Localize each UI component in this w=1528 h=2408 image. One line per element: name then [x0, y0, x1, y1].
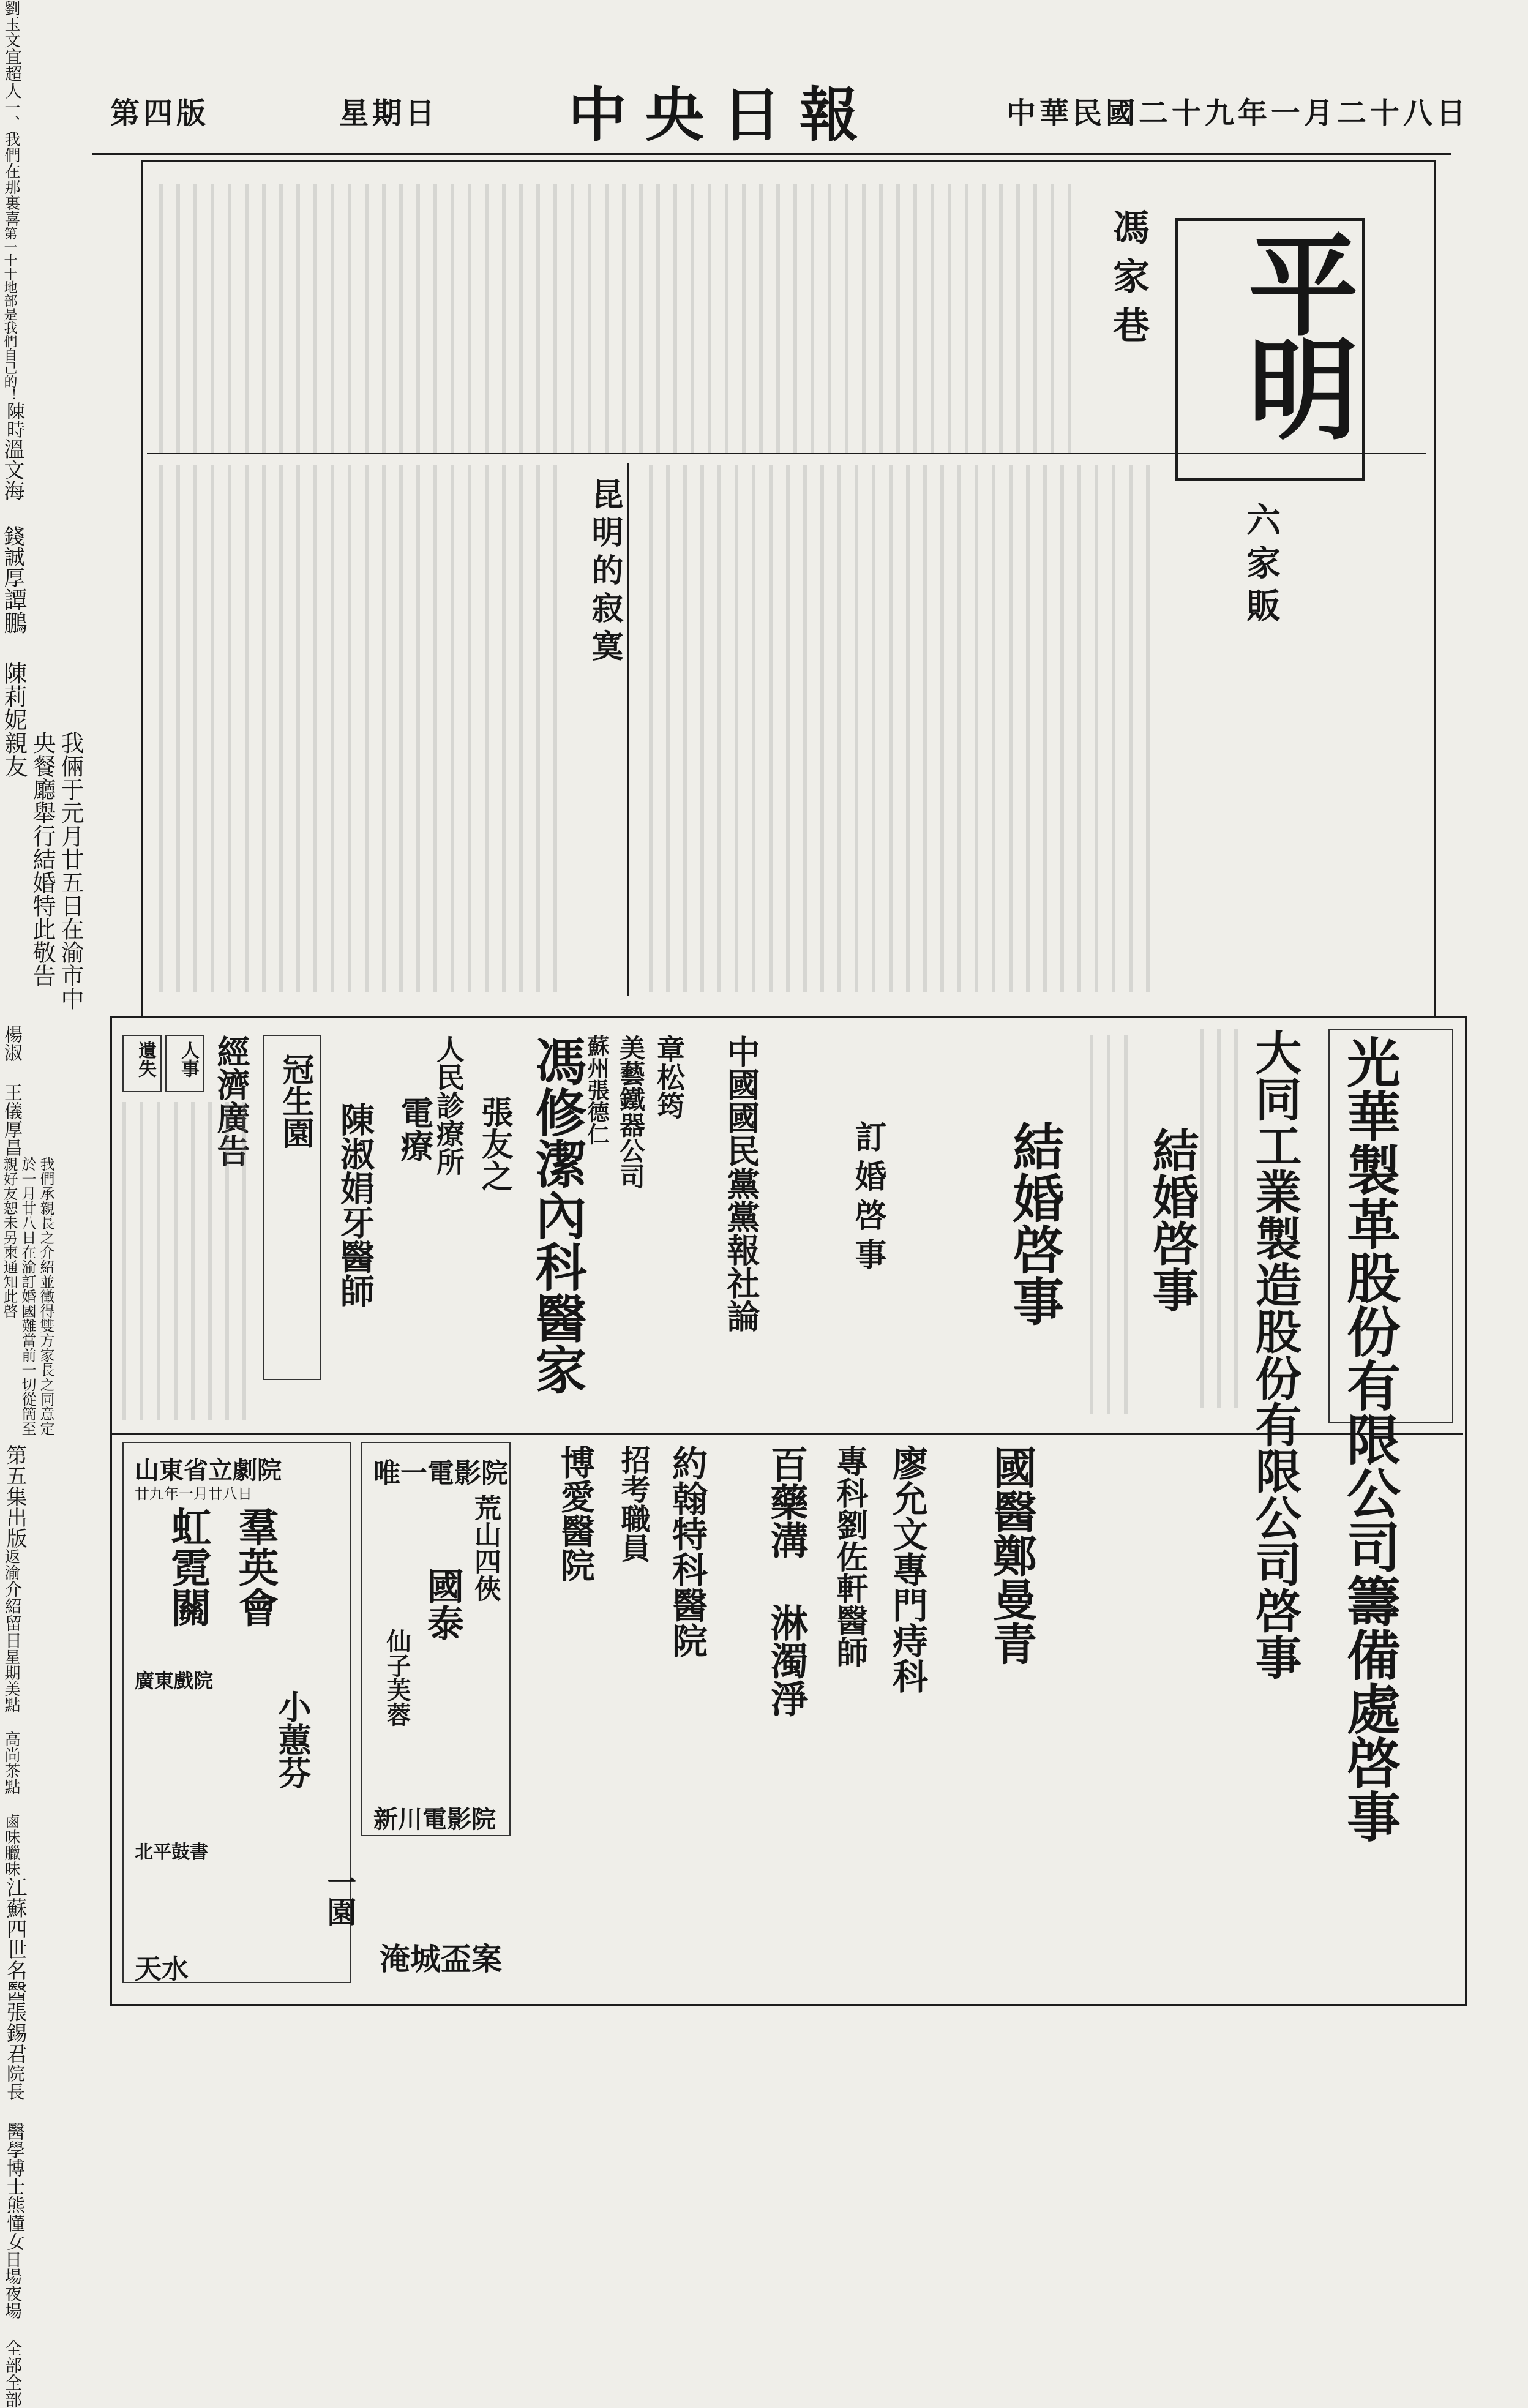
zhang-youzhi-sub: 返渝	[2, 1548, 20, 1580]
chen-intro: 介紹留日	[2, 1580, 23, 1649]
row-divider	[147, 453, 1426, 454]
boai-sub: 院長 醫學博士熊懂女	[3, 2064, 24, 2251]
guanghua-title: 光華製革股份有限公司籌備處啓事	[1338, 1035, 1402, 1843]
kunming-title: 昆明的寂寞	[586, 478, 623, 667]
wedding1-title: 結婚啓事	[1145, 1127, 1199, 1313]
show-qunying: 羣英會	[231, 1506, 279, 1627]
zhang-youzhi: 張友之	[476, 1096, 513, 1191]
yancheng-label: 淹城盃案	[380, 1941, 502, 1977]
guangdong-show: 小蕙芬	[273, 1690, 312, 1789]
column-divider	[627, 463, 629, 996]
weiyi-movie: 荒山四俠	[470, 1494, 501, 1602]
kmt-editorial-title: 中國國民黨黨報社論	[722, 1035, 761, 1332]
renmin-clinic-title: 人民診療所	[432, 1035, 465, 1176]
guansheng-title: 冠生園	[277, 1053, 314, 1149]
wedding1-names: 溫文海 錢誠厚	[0, 438, 24, 588]
guangdong-title: 廣東戲院	[135, 1669, 214, 1692]
liujia-author: 宜超人	[2, 48, 23, 99]
datong-text	[1200, 1029, 1243, 1408]
liu-title: 專科劉佐軒醫師	[831, 1445, 868, 1668]
guotai-title: 國泰	[421, 1567, 464, 1641]
meiyi-ad-title: 美藝鐵器公司	[616, 1035, 646, 1189]
engage-text: 我們承親長之介紹並徵得雙方家長之同意定於一月廿八日在渝訂婚國難當前一切從簡至親好友恕未另柬通知此啓	[1, 1157, 54, 1436]
xinchuan-title: 新川電影院	[373, 1805, 496, 1834]
feng-jiaxiang-title: 馮家巷	[1107, 208, 1150, 355]
masthead-paper-name: 中央日報	[568, 80, 877, 149]
masthead-date: 中華民國二十九年一月二十八日	[1006, 96, 1469, 130]
weiyi-title: 唯一電影院	[373, 1458, 508, 1489]
masthead-section-no: 第四版	[110, 96, 210, 130]
show-hongni: 虹霓關	[164, 1506, 212, 1627]
classified-text	[122, 1102, 257, 1420]
liujia-subtitle-1: 一、我們在那裏喜	[2, 99, 20, 227]
yuehan-title: 約翰特科醫院	[666, 1445, 708, 1658]
jiangsu-ad-sub: 江蘇四世名醫張錫君	[2, 1877, 27, 2064]
zhang-ad-title: 章松筠	[653, 1035, 686, 1119]
shandong-sub: 日場夜場 全部全部	[2, 2251, 23, 2408]
liujia-text	[649, 465, 1151, 992]
shandong-date: 廿九年一月廿八日	[135, 1485, 252, 1502]
boai-title: 博愛醫院	[555, 1445, 596, 1582]
kmt-editorial-sub: 第五集出版	[2, 1444, 27, 1548]
dianliao-label: 電療	[395, 1096, 435, 1162]
engage-title: 訂婚啓事	[849, 1120, 886, 1277]
xinchuan-movie: 仙子芙蓉	[383, 1629, 411, 1727]
liujia-title: 六家販	[1241, 502, 1281, 631]
renshi-label: 人事	[178, 1041, 199, 1078]
zhaokao-label: 招考職員	[616, 1445, 650, 1562]
tianshui-label: 天水	[135, 1954, 189, 1985]
suzhou-ad-title: 蘇州張德仁	[584, 1035, 610, 1145]
yishi-label: 遺失	[135, 1041, 156, 1078]
feng-jiaxiang-text	[159, 184, 1077, 453]
masthead	[110, 73, 1469, 147]
engage-names: 楊淑 王儀厚昌	[1, 1025, 22, 1157]
kunming-author: 陳時	[3, 402, 24, 438]
wedding2-text: 我倆于元月廿五日在渝市中央餐廳舉行結婚特此敬告 親友	[1, 731, 84, 1010]
datong-title: 大同工業製造股份有限公司啓事	[1248, 1029, 1302, 1680]
guansheng-sub: 星期美點 高尚茶點 鹵味臘味	[2, 1649, 20, 1877]
pingming-logo: 平明	[1230, 228, 1359, 436]
jiangsu-ad-title: 百藥溝 淋濁淨	[764, 1445, 809, 1717]
yiyuan-label: 一園	[322, 1867, 356, 1926]
wedding2-names: 譚鵬 陳莉妮	[0, 588, 27, 731]
shandong-title: 山東省立劇院	[135, 1456, 282, 1485]
beiping-title: 北平鼓書	[135, 1842, 208, 1863]
kunming-text	[159, 465, 563, 992]
guoyi-title: 國醫鄭曼青	[986, 1445, 1038, 1665]
masthead-rule	[92, 153, 1451, 155]
chen-dentist-title: 陳淑娟牙醫師	[335, 1102, 375, 1308]
liao-title: 廖允文專門痔科	[886, 1445, 928, 1693]
liujia-subtitle-2: 第一十十地部是我們自己的！	[2, 227, 17, 402]
wedding1-text	[1090, 1035, 1133, 1414]
masthead-weekday: 星期日	[339, 96, 439, 130]
jingji-title: 經濟廣告	[212, 1035, 251, 1167]
feng-jiaxiang-author: 劉玉文	[2, 0, 20, 48]
wedding2-title: 結婚啓事	[1005, 1120, 1065, 1326]
feng-doctor-title: 馮修潔內科醫家	[527, 1035, 588, 1395]
